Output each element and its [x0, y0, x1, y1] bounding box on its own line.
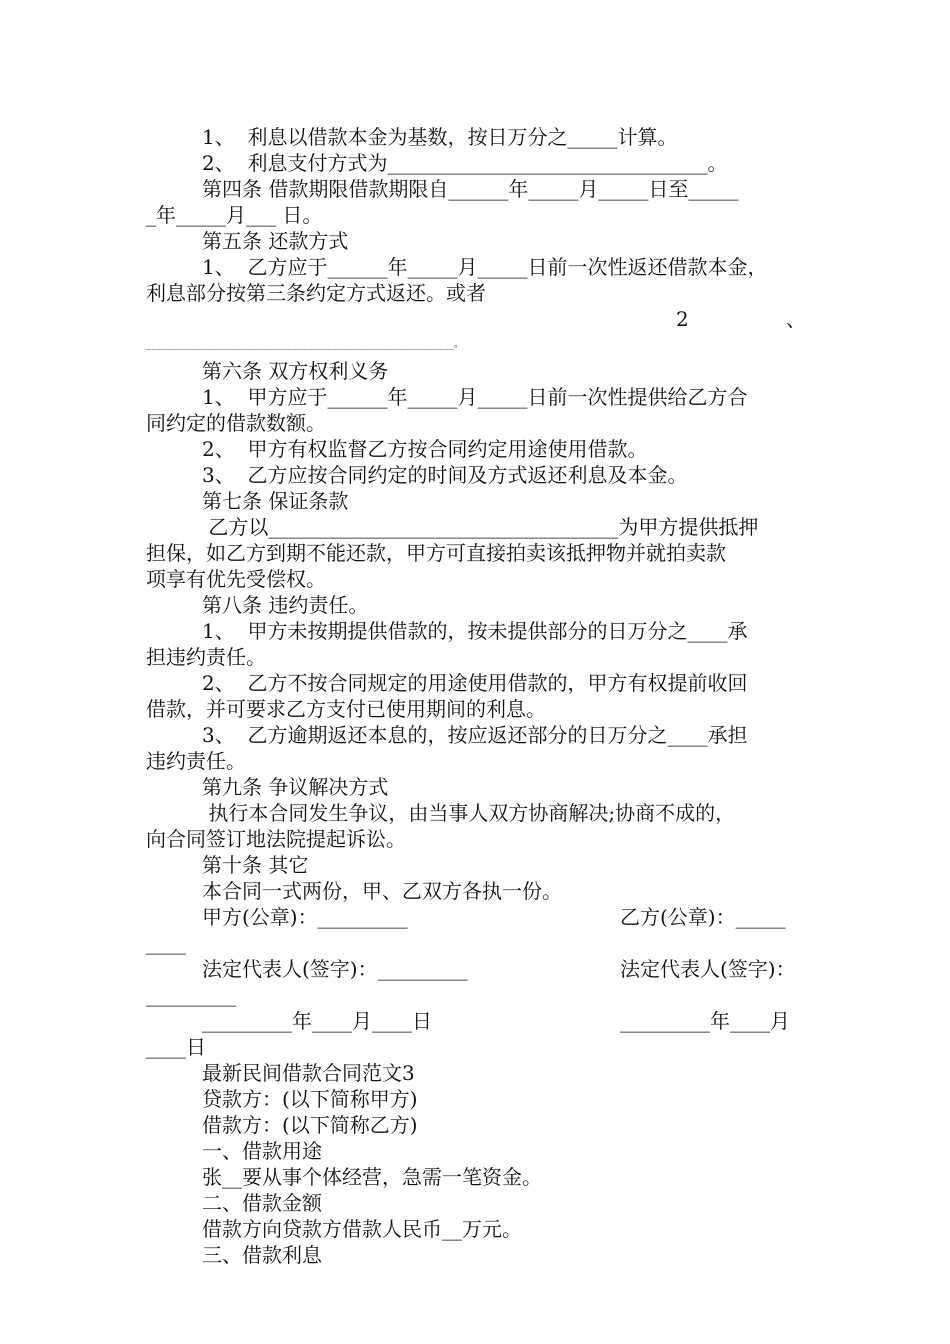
- text-line: ____日: [146, 1035, 206, 1059]
- party-b-date-line: _________年____月: [620, 1009, 790, 1033]
- text-line: 2、 乙方不按合同规定的用途使用借款的，甲方有权提前收回: [202, 671, 748, 695]
- text-line: 1、 甲方未按期提供借款的，按未提供部分的日万分之____承: [202, 619, 748, 643]
- text-line: 张__要从事个体经营，急需一笔资金。: [202, 1165, 542, 1189]
- article-heading: 第十条 其它: [202, 853, 309, 877]
- text-line: 2、 甲方有权监督乙方按合同约定用途使用借款。: [202, 437, 648, 461]
- text-line: 担违约责任。: [146, 645, 266, 669]
- text-line: 向合同签订地法院提起诉讼。: [146, 827, 406, 851]
- text-line: 、: [786, 307, 806, 331]
- text-line: _年_____月___ 日。: [146, 203, 323, 227]
- article-heading: 二、借款金额: [202, 1191, 322, 1215]
- text-line: ____: [146, 931, 186, 955]
- party-a-seal-line: 甲方(公章)：_________: [202, 905, 408, 929]
- text-line: 担保，如乙方到期不能还款，甲方可直接拍卖该抵押物并就拍卖款: [146, 541, 726, 565]
- text-line: 项享有优先受偿权。: [146, 567, 326, 591]
- text-line: 本合同一式两份，甲、乙双方各执一份。: [202, 879, 562, 903]
- text-line: 执行本合同发生争议，由当事人双方协商解决;协商不成的，: [202, 801, 736, 825]
- text-line: 借款，并可要求乙方支付已使用期间的利息。: [146, 697, 546, 721]
- article-heading: 三、借款利息: [202, 1243, 322, 1267]
- article-heading: 第六条 双方权利义务: [202, 359, 389, 383]
- text-line: 2: [676, 307, 689, 331]
- text-line: 借款方向贷款方借款人民币__万元。: [202, 1217, 522, 1241]
- text-line: _________: [146, 983, 236, 1007]
- party-a-date-line: _________年____月____日: [202, 1009, 432, 1033]
- text-line: 违约责任。: [146, 749, 246, 773]
- text-line: 1、 利息以借款本金为基数，按日万分之_____计算。: [202, 125, 678, 149]
- text-line: 贷款方：(以下简称甲方): [202, 1087, 418, 1111]
- text-line: 3、 乙方应按合同约定的时间及方式返还利息及本金。: [202, 463, 688, 487]
- text-line: 同约定的借款数额。: [146, 411, 326, 435]
- text-line: 3、 乙方逾期返还本息的，按应返还部分的日万分之____承担: [202, 723, 748, 747]
- text-line: 1、 乙方应于______年_____月_____日前一次性返还借款本金，: [202, 255, 768, 279]
- text-line: 乙方以___________________________________为甲方提供抵押: [202, 515, 759, 539]
- section-title: 最新民间借款合同范文3: [202, 1061, 415, 1085]
- text-line: _____________________________________________________________。: [146, 339, 464, 350]
- party-b-seal-line: 乙方(公章)：_____: [620, 905, 786, 929]
- article-heading: 第四条 借款期限借款期限自______年_____月_____日至_____: [202, 177, 739, 201]
- text-line: 利息部分按第三条约定方式返还。或者: [146, 281, 486, 305]
- text-line: 1、 甲方应于______年_____月_____日前一次性提供给乙方合: [202, 385, 748, 409]
- article-heading: 第八条 违约责任。: [202, 593, 369, 617]
- party-a-representative-line: 法定代表人(签字)：_________: [202, 957, 468, 981]
- article-heading: 一、借款用途: [202, 1139, 322, 1163]
- article-heading: 第九条 争议解决方式: [202, 775, 389, 799]
- article-heading: 第七条 保证条款: [202, 489, 349, 513]
- party-b-representative-line: 法定代表人(签字)：: [620, 957, 796, 981]
- text-line: 2、 利息支付方式为________________________________。: [202, 151, 728, 175]
- article-heading: 第五条 还款方式: [202, 229, 349, 253]
- text-line: 借款方：(以下简称乙方): [202, 1113, 418, 1137]
